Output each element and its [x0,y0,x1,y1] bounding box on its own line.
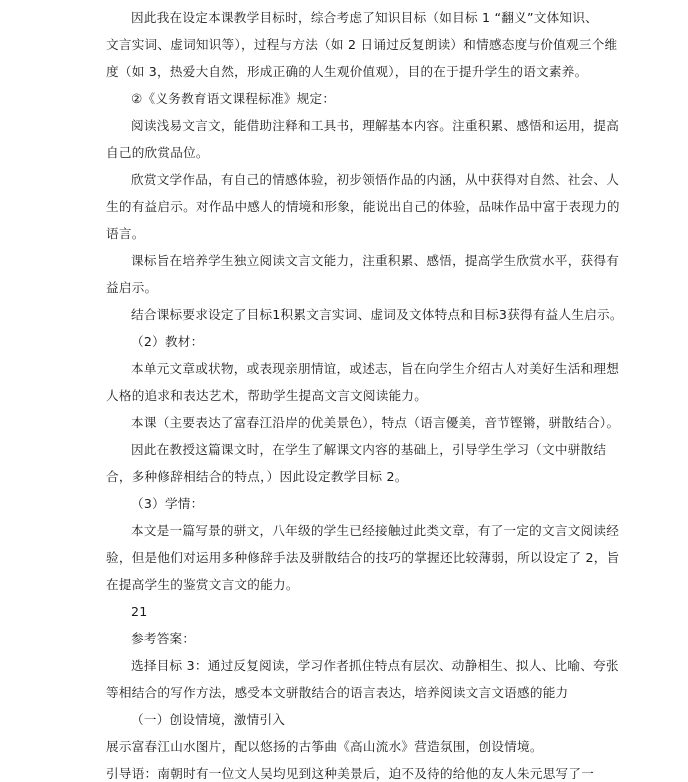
text-line: 课标旨在培养学生独立阅读文言文能力，注重积累、感悟，提高学生欣赏水平，获得有 [131,253,620,268]
text-line: 本课（主要表达了富春江沿岸的优美景色），特点（语言優美，音节铿锵，骈散结合）。 [131,415,620,430]
text-line: 益启示。 [106,280,158,295]
text-line: 生的有益启示。对作品中感人的情境和形象，能说出自己的体验，品味作品中富于表现力的 [106,199,620,214]
section-heading: （3）学情： [131,496,204,511]
text-line: 文言实词、虚词知识等），过程与方法（如 2 日诵过反复朗读）和情感态度与价值观三个维 [106,37,618,52]
text-line: 因此我在设定本课教学目标时，综合考虑了知识目标（如目标 1 “翻义”文体知识、 [131,10,599,25]
text-line: 选择目标 3：通过反复阅读，学习作者抓住特点有层次、动静相生、拟人、比喻、夸张 [131,658,619,673]
text-line: 语言。 [106,226,145,241]
text-line: 验，但是他们对运用多种修辞手法及骈散结合的技巧的掌握还比较薄弱，所以设定了 2，旨 [106,550,620,565]
text-line: （一）创设情境，激情引入 [131,712,286,727]
text-line: 度（如 3，热爱大自然，形成正确的人生观价值观），目的在于提升学生的语文素养。 [106,64,588,79]
text-line: 本文是一篇写景的骈文，八年级的学生已经接触过此类文章，有了一定的文言文阅读经 [131,523,620,538]
text-line: 在提高学生的鉴赏文言文的能力。 [106,577,299,592]
text-line: 展示富春江山水图片，配以悠扬的古筝曲《高山流水》营造氛围，创设情境。 [106,739,543,754]
text-line: 自己的欣赏品位。 [106,145,209,160]
text-line: 等相结合的写作方法，感受本文骈散结合的语言表达，培养阅读文言文语感的能力 [106,685,569,700]
text-line: 阅读浅易文言文，能借助注释和工具书，理解基本内容。注重积累、感悟和运用，提高 [131,118,620,133]
answer-heading: 参考答案： [131,631,196,646]
section-heading: （2）教材： [131,334,204,349]
page-number: 21 [131,604,148,619]
text-line: 因此在教授这篇课文时，在学生了解课文内容的基础上，引导学生学习（文中骈散结 [131,442,607,457]
text-line: ②《义务教育语文课程标准》规定： [131,91,336,106]
text-line: 本单元文章或状物，或表现亲朋情谊，或述志，旨在向学生介绍古人对美好生活和理想 [131,361,620,376]
text-line: 合，多种修辞相结合的特点，）因此设定教学目标 2。 [106,469,408,484]
text-line: 欣赏文学作品，有自己的情感体验，初步领悟作品的内涵，从中获得对自然、社会、人 [131,172,620,187]
text-line: 结合课标要求设定了目标1积累文言实词、虚词及文体特点和目标3获得有益人生启示。 [131,307,623,322]
text-line: 引导语：南朝时有一位文人吴均见到这种美景后，迫不及待的给他的友人朱元思写了一 [106,766,595,781]
text-line: 人格的追求和表达艺术，帮助学生提高文言文阅读能力。 [106,388,428,403]
